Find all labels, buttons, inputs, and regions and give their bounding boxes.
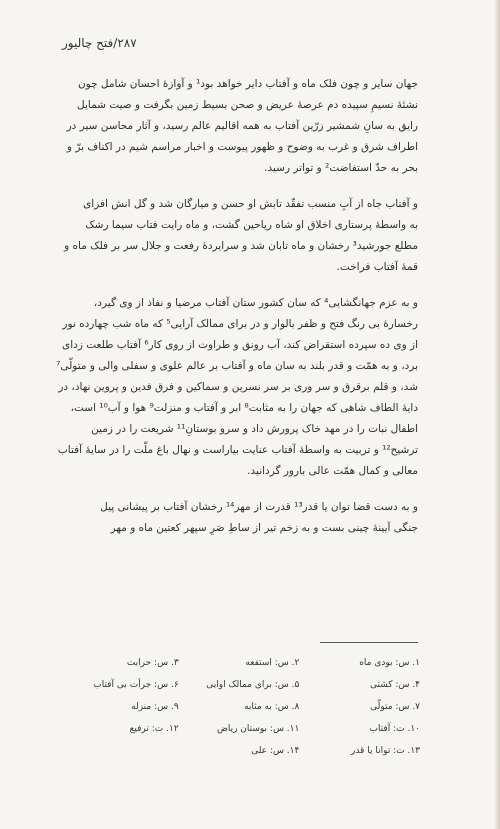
text-line: دایهٔ الطاف شاهی که جهان را به مثابت⁸ ابر و آفتاب و منزلت⁹ هوا و آب¹⁰ است، (70, 402, 418, 414)
text-line: شد، و قلم برقرق و سر وری بر سر نسرین و سماکین و فرق فدین و پروین نهاد، در (58, 381, 418, 393)
paragraph-4 (58, 497, 418, 539)
footnote: ۱۲. ت: ترفیع (129, 724, 179, 734)
footnote-row (58, 652, 420, 674)
footnote: ۳. س: حرابت (126, 658, 179, 668)
text-line: رایق به سانِ شمشیر زرّین آفتاب به همه اقالیم عالم رسید، و آثار محاسن سیر در (66, 120, 418, 132)
paragraph-2 (58, 194, 418, 278)
footnote-row (58, 696, 420, 718)
footnote: ۷. س: متولّی (370, 702, 420, 712)
text-line: اطفال نبات را در مهد خاک پرورش داد و سرو بوستانِ¹¹ شریعت را در زمین (91, 423, 418, 435)
footnote: ۱۰. ت: آفتاب (369, 724, 420, 734)
footnotes (58, 652, 420, 762)
text-line: بحر به حدّ استفاضت² و تواتر رسید. (264, 162, 418, 174)
page-edge-shadow (494, 0, 500, 829)
footnote-row (58, 740, 420, 762)
running-head: ۲۸۷/فتح چالیور (62, 36, 137, 50)
footnote: ۱۱. س: بوستان ریاض (216, 724, 300, 734)
footnote-row (58, 674, 420, 696)
footnote: ۱۳. ت: توانا یا قدر (350, 746, 420, 756)
paragraph-3 (58, 293, 418, 482)
footnote: ۱. س: بودی ماه (359, 658, 420, 668)
paragraph-1 (58, 74, 418, 179)
footnote: ۸. س: به مثابه (244, 702, 300, 712)
text-line: برد، و به همّت و قدر بلند به سان ماه و آفتاب بر عالم علوی و سفلی والی و متولّی⁷ (56, 360, 418, 372)
text-line: و به عزم جهانگشایی⁴ که سان کشور ستان آفتاب مرضیا و نفاذ از وی گیرد، (93, 297, 418, 309)
text-line: اطراف شرق و غرب به وضوح و ظهور پیوست و اخبار مراسم شیم در اکناف برّ و (66, 141, 418, 153)
body-text (58, 74, 418, 554)
footnote: ۵. س: برای ممالک اوایی (206, 680, 300, 690)
footnote-rule (320, 642, 418, 643)
text-line: جنگی آیینهٔ چینی بست و به زخم تیر از ساطِ صَرِ سپهر کعتین ماه و مهر (110, 522, 418, 534)
footnote: ۴. س: کشتی (370, 680, 420, 690)
text-line: و آفتاب جاه از آبِ منسب تفقّد تابش او حسن و میارگان شد و گل انش افزای (83, 198, 418, 210)
text-line: به واسطهٔ پرستاری اخلاق او شاه ریاحین گشت، و ماه رایت فتاب سیما رشک (85, 219, 418, 231)
text-line: رخسارهٔ بی رنگ فتح و ظفر بالوار و در برای ممالک آرایی⁵ که ماه شب چهارده نور (62, 318, 418, 330)
footnote: ۶. س: جرأت بی آفتاب (93, 680, 179, 690)
text-line: نشئهٔ نسیمِ سپیده دم عرصهٔ عریض و صحن بسیط زمین بگرفت و صیت شمایل (77, 99, 418, 111)
text-line: از وی ده سپرده استقراض کند، آب رونق و طراوت از روی کار⁶ آفتاب طلعت زدای (62, 339, 418, 351)
text-line: ترشیح¹² و تربیت به واسطهٔ آفتاب عنایت بیاراست و نهال باغ ملّت را در سایهٔ آفتاب (57, 444, 418, 456)
footnote: ۱۴. س: علی (251, 746, 300, 756)
text-line: مطلع جورشید³ رخشان و ماه تابان شد و سرایردهٔ رفعت و جلال سر بر فلک ماه و (64, 240, 418, 252)
footnote-row (58, 718, 420, 740)
text-line: و به دست قضا توان یا قدر¹³ قدرت از مهر¹⁴ رخشان آفتاب بر پیشانی پیل (100, 501, 418, 513)
text-line: قمهٔ آفتاب فراخت. (336, 261, 418, 273)
footnote: ۹. س: منزله (131, 702, 179, 712)
footnote: ۲. س: استفعه (245, 658, 300, 668)
text-line: معالی و کمال همّت عالی بارور گردانید. (247, 465, 418, 477)
text-line: جهان سایر و چون فلک ماه و آفتاب دایر خواهد بود¹ و آوازهٔ احسان شامل چون (77, 78, 418, 90)
